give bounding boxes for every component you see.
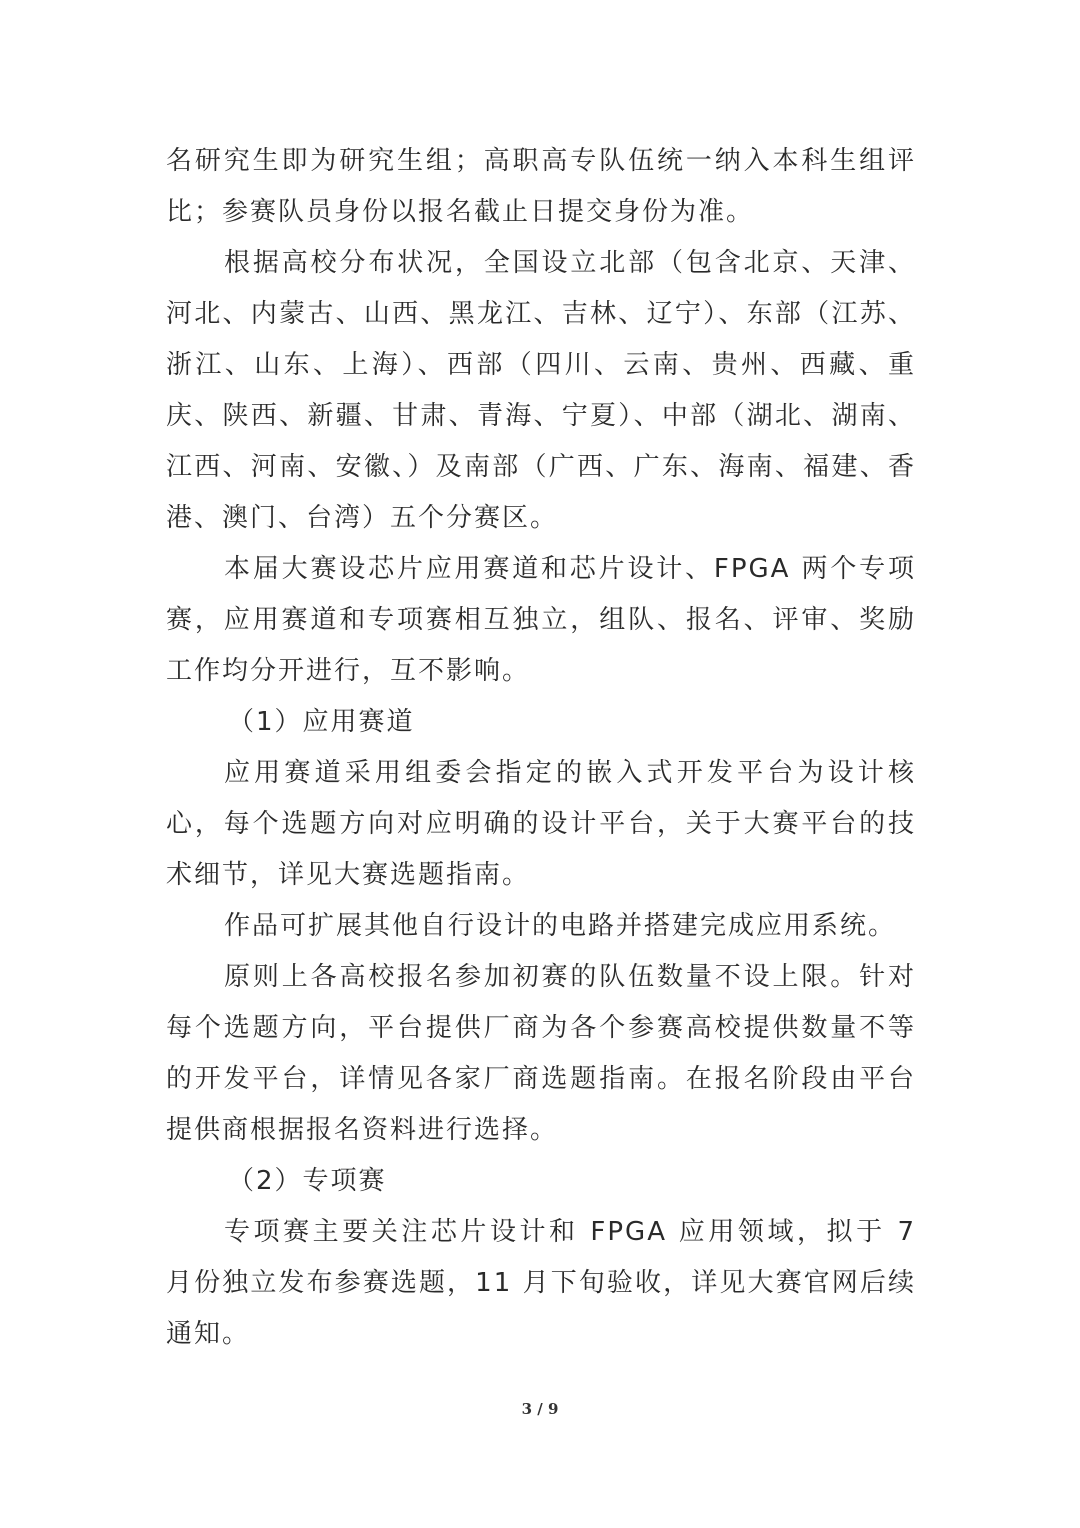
paragraph-team-limit: 原则上各高校报名参加初赛的队伍数量不设上限。针对每个选题方向，平台提供厂商为各个参赛高校提供数量不等的开发平台，详情见各家厂商选题指南。在报名阶段由平台提供商根据报名资料进行选择。 xyxy=(166,962,916,1145)
paragraph-regions: 根据高校分布状况，全国设立北部（包含北京、天津、河北、内蒙古、山西、黑龙江、吉林、辽宁）、东部（江苏、浙江、山东、上海）、西部（四川、云南、贵州、西藏、重庆、陕西、新疆、甘肃、青海、宁夏）、中部（湖北、湖南、江西、河南、安徽、）及南部（广西、广东、海南、福建、香港、澳门、台湾）五个分赛区。 xyxy=(166,248,916,533)
page-number: 3 / 9 xyxy=(521,1400,559,1418)
heading-special-track: （2）专项赛 xyxy=(228,1166,387,1196)
paragraph-application-track: 应用赛道采用组委会指定的嵌入式开发平台为设计核心，每个选题方向对应明确的设计平台，关于大赛平台的技术细节，详见大赛选题指南。 xyxy=(166,758,916,890)
document-body xyxy=(166,136,916,1360)
paragraph-special-track: 专项赛主要关注芯片设计和 FPGA 应用领域，拟于 7 月份独立发布参赛选题，11 月下旬验收，详见大赛官网后续通知。 xyxy=(166,1217,916,1349)
paragraph-tracks: 本届大赛设芯片应用赛道和芯片设计、FPGA 两个专项赛，应用赛道和专项赛相互独立，组队、报名、评审、奖励工作均分开进行，互不影响。 xyxy=(166,554,916,686)
paragraph-continuation: 名研究生即为研究生组；高职高专队伍统一纳入本科生组评比；参赛队员身份以报名截止日提交身份为准。 xyxy=(166,146,916,227)
heading-application-track: （1）应用赛道 xyxy=(228,707,415,737)
paragraph-extension: 作品可扩展其他自行设计的电路并搭建完成应用系统。 xyxy=(224,911,897,941)
